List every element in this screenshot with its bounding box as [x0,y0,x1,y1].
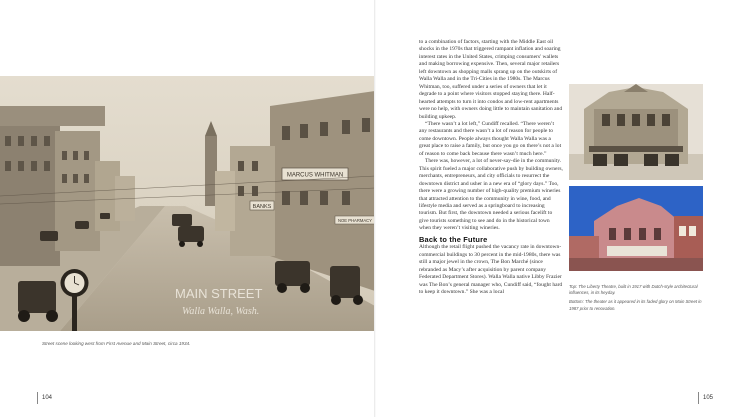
page-number-right: 105 [698,392,713,404]
liberty-theatre-historic-photo [569,84,703,180]
paragraph: There was, however, a lot of never-say-die in the community. This spirit fueled a major collaborative push by building owners, merchants, entrepreneurs, and city officials to resurrect the downtown district and usher in a new era of “glory days.” Too, there were a growing number of high-quality premium wineries that attracted attention to the community in wine, food, and lifestyle media and served as a springboard to increasing tourism. But first, the downtown needed a serious facelift to give tourists something to see and do in the historical town when they weren’t visiting wineries. [419,158,563,232]
main-street-photo [0,76,375,331]
sign-marcus-whitman: MARCUS WHITMAN [286,172,344,179]
sign-banks: BANKS [252,203,272,210]
photo-inscription-title: MAIN STREET [175,286,263,301]
photo-inscription-subtitle: Walla Walla, Wash. [182,306,260,317]
right-photos-caption [569,284,705,315]
paragraph: to a combination of factors, starting with the Middle East oil shocks in the 1970s that triggered rampant inflation and soaring interest rates in the United States, crimping consumers' wallets and making borrowing expensive. Then, several major retailers left downtown as shopping malls sprang up on the outskirts of Walla Walla and in the Tri-Cities in the 1980s. The Marcus Whitman, too, suffered under a series of owners that let it degrade to a point where visitors stopped staying there. Half-hearted attempts to turn it into condos and low-rent apartments were no help, with owners doing little to maintain sanitation and building upkeep. [419,39,563,120]
main-photo-caption: Street scene looking west from First Avenue and Main Street, circa 1934. [42,341,191,346]
body-text-column [419,39,563,296]
liberty-theatre-1987-photo [569,186,703,271]
section-heading: Back to the Future [419,234,488,244]
paragraph: “There wasn’t a lot left,” Cundiff recalled. “There weren’t any restaurants and there wasn’t a lot of reason for people to come downtown. People always thought Walla Walla was a great place to raise a family, but once you go on there’s not a lot of reason to come back because there wasn’t much here.” [419,120,562,157]
paragraph: Although the retail flight pushed the vacancy rate in downtown-commercial buildings to 30 percent in the mid-1980s, there was still a major jewel in the crown, The Bon Marché (since rebranded as Macy’s after acquisition by parent company Federated Department Stores). Walla Walla native Libby Frazier was The Bon’s general manager who, Cundiff said, “fought hard to keep it downtown.” She was a local [419,244,563,295]
caption-bottom-photo: Bottom: The theater as it appeared in its faded glory on Main Street in 1987 prior to renovation. [569,299,702,311]
sign-pharmacy: NOE PHARMACY [338,218,372,223]
book-gutter [374,0,376,417]
page-number-left: 104 [37,392,52,404]
caption-top-photo: Top: The Liberty Theatre, built in 1917 with Dutch-style architectural influences, in its heyday. [569,284,698,296]
